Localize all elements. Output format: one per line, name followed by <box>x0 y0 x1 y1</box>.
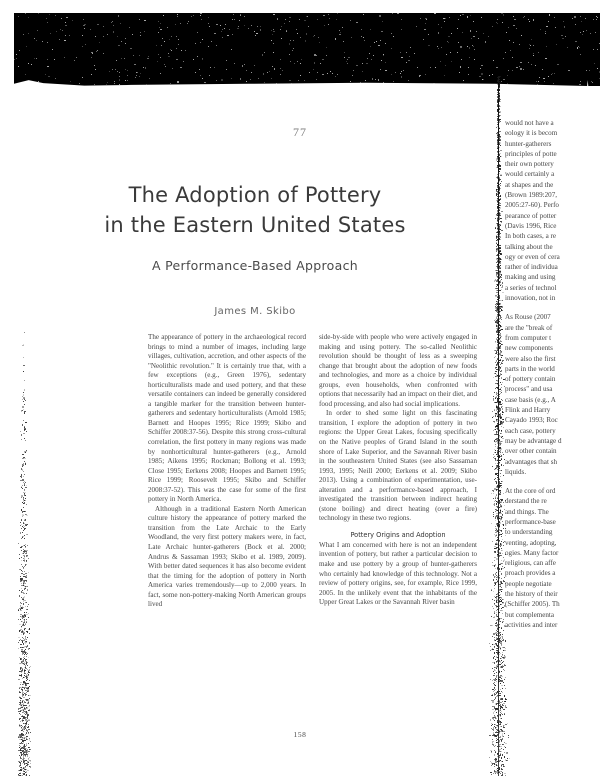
facing-page-line: rather of individua <box>505 263 558 272</box>
facing-page-fragment <box>505 118 600 718</box>
facing-page-line: In both cases, a re <box>505 232 557 241</box>
facing-page-line: would certainly a <box>505 170 555 179</box>
scan-speckle-noise <box>14 13 600 86</box>
facing-page-line: eology it is becom <box>505 129 558 138</box>
facing-page-line: a series of technol <box>505 283 557 292</box>
facing-page-line: advantages that sh <box>505 457 558 466</box>
facing-page-line: religious, can affe <box>505 559 556 568</box>
page-title-line-1: The Adoption of Pottery <box>128 183 382 207</box>
facing-page-line: at shapes and the <box>505 180 554 189</box>
facing-page-line: would not have a <box>505 119 554 127</box>
paragraph: side-by-side with people who were actively engaged in making and using pottery. The so-called Neolithic revolution should be thought of less as a sweeping change that brought about the adoption of new foods and technologies, and more as a choice by individual groups, even households, when confronted with options that necessarily had an impact on their diet, and food processing, and also had social implications. <box>319 333 477 408</box>
facing-page-line: (Davis 1996, Rice <box>505 221 557 230</box>
facing-page-line: proach provides a <box>505 569 556 578</box>
section-heading: Pottery Origins and Adoption <box>350 530 446 539</box>
facing-page-line: people negotiate <box>505 579 552 588</box>
page-subtitle: A Performance-Based Approach <box>152 258 358 273</box>
facing-page-line: to understanding <box>505 528 553 537</box>
facing-page-line: parts in the world <box>505 364 555 373</box>
facing-page-line: 2005:27-60). Perfo <box>505 201 559 210</box>
facing-page-line: Flink and Harry <box>505 406 551 415</box>
body-column-left <box>148 333 306 718</box>
paragraph: What I am concerned with here is not an independent invention of pottery, but rather a particular decision to make and use pottery by a group of hunter-gatherers who certainly had knowledge of this technology. Not a review of pottery origins, see, for example, Rice 1999, 2005. In the unlikely event that the inhabitants of the Upper Great Lakes or the Savannah River basin <box>319 540 477 607</box>
facing-page-line: and things. The <box>505 507 549 516</box>
chapter-number: 77 <box>293 125 307 139</box>
page-title-line-2: in the Eastern United States <box>104 213 406 237</box>
facing-page-line: pearance of potter <box>505 211 557 220</box>
facing-page-line: (Brown 1989:207, <box>505 191 558 200</box>
facing-page-line: hunter-gatherers <box>505 139 552 148</box>
facing-page-line: Cayado 1993; Roc <box>505 416 558 425</box>
facing-page-line: are the "break of <box>505 323 553 332</box>
facing-page-line: each case, pottery <box>505 426 556 435</box>
facing-page-line: As Rouse (2007 <box>505 313 551 322</box>
facing-page-line: talking about the <box>505 242 553 251</box>
scan-shadow-band <box>14 13 600 86</box>
facing-page-line: their own pottery <box>505 160 554 169</box>
facing-page-line: activities and inter <box>505 620 558 629</box>
paragraph: In order to shed some light on this fascinating transition, I explore the adoption of pottery in two regions: the Upper Great Lakes, focusing specifically on the Native peoples of Grand Island in the south shore of Lake Superior, and the Savannah River basin in the southeastern United States (see also Sassaman 1993, 1995; Neill 2000; Eerkens et al. 2009; Skibo 2013). Using a combination of experimentation, use-alteration and a performance-based approach, I investigated the transition between indirect heating (stone boiling) and direct heating (over a fire) technology in these two regions. <box>319 409 477 523</box>
facing-page-line: making and using <box>505 273 556 282</box>
facing-page-line: may be advantage d <box>505 436 562 445</box>
facing-page-line: derstand the re <box>505 497 547 506</box>
facing-page-line: case basis (e.g., A <box>505 395 556 404</box>
page-gutter-left <box>18 290 44 776</box>
facing-page-line: were also the first <box>505 354 556 363</box>
facing-page-line: At the core of ord <box>505 487 556 496</box>
facing-page-line: principles of potte <box>505 149 557 158</box>
facing-page-line: of pottery contain <box>505 375 556 384</box>
paragraph: The appearance of pottery in the archaeological record brings to mind a number of images, including large villages, cultivation, accretion, and other aspects of the "Neolithic revolution." It is certainly true that, with a few exceptions (e.g., Green 1976), sedentary horticulturalists made and used pottery, and that these versatile containers can indeed be generally considered a tangible marker for the transition between hunter-gatherers and sedentary horticulturalists (Arnold 1985; Barnett and Hoopes 1995; Rice 1999; Skibo and Schiffer 2008:37-56). Despite this strong cross-cultural correlation, the first pottery in many regions was made by nonhorticultural hunter-gatherers (e.g., Arnold 1985; Aikens 1995; Rockman; Bollong et al. 1993; Close 1995; Eerkens 2008; Hoopes and Barnett 1995; Rice 1999; Roosevelt 1995; Skibo and Schiffer 2008:37-52). This was the case for some of the first pottery in North America. <box>148 333 306 504</box>
title-block <box>90 180 420 317</box>
facing-page-line: venting, adopting, <box>505 538 557 547</box>
facing-page-line: the history of their <box>505 590 558 599</box>
body-columns <box>148 333 478 718</box>
facing-page-line: but complementa <box>505 610 555 619</box>
facing-page-line: new components <box>505 344 553 353</box>
facing-page-line: over other contain <box>505 447 557 456</box>
facing-page-line: ogies. Many factor <box>505 548 559 557</box>
body-column-right <box>319 333 477 718</box>
facing-page-line: (Schiffer 2005). Th <box>505 600 560 609</box>
facing-page-line: innovation, not in <box>505 294 556 303</box>
author-name: James M. Skibo <box>214 306 296 317</box>
folio-page-number: 158 <box>293 730 307 739</box>
facing-page-line: liquids. <box>505 467 527 476</box>
facing-page-line: process" and usa <box>505 385 553 394</box>
facing-page-line: performance-base <box>505 517 556 526</box>
paragraph: Although in a traditional Eastern North American culture history the appearance of pottery marked the transition from the Late Archaic to the Early Woodland, the very first pottery makers were, in fact, Late Archaic hunter-gatherers (Bock et al. 2000; Andrus & Sassaman 1993; Skibo et al. 1989, 2009). With better dated sequences it has also become evident that the timing for the adoption of pottery in North America varies tremendously—up to 2,000 years. In fact, some non-pottery-making North American groups lived <box>148 504 306 609</box>
facing-page-line: ogy or even of cera <box>505 252 560 261</box>
facing-page-line: from computer t <box>505 333 552 342</box>
